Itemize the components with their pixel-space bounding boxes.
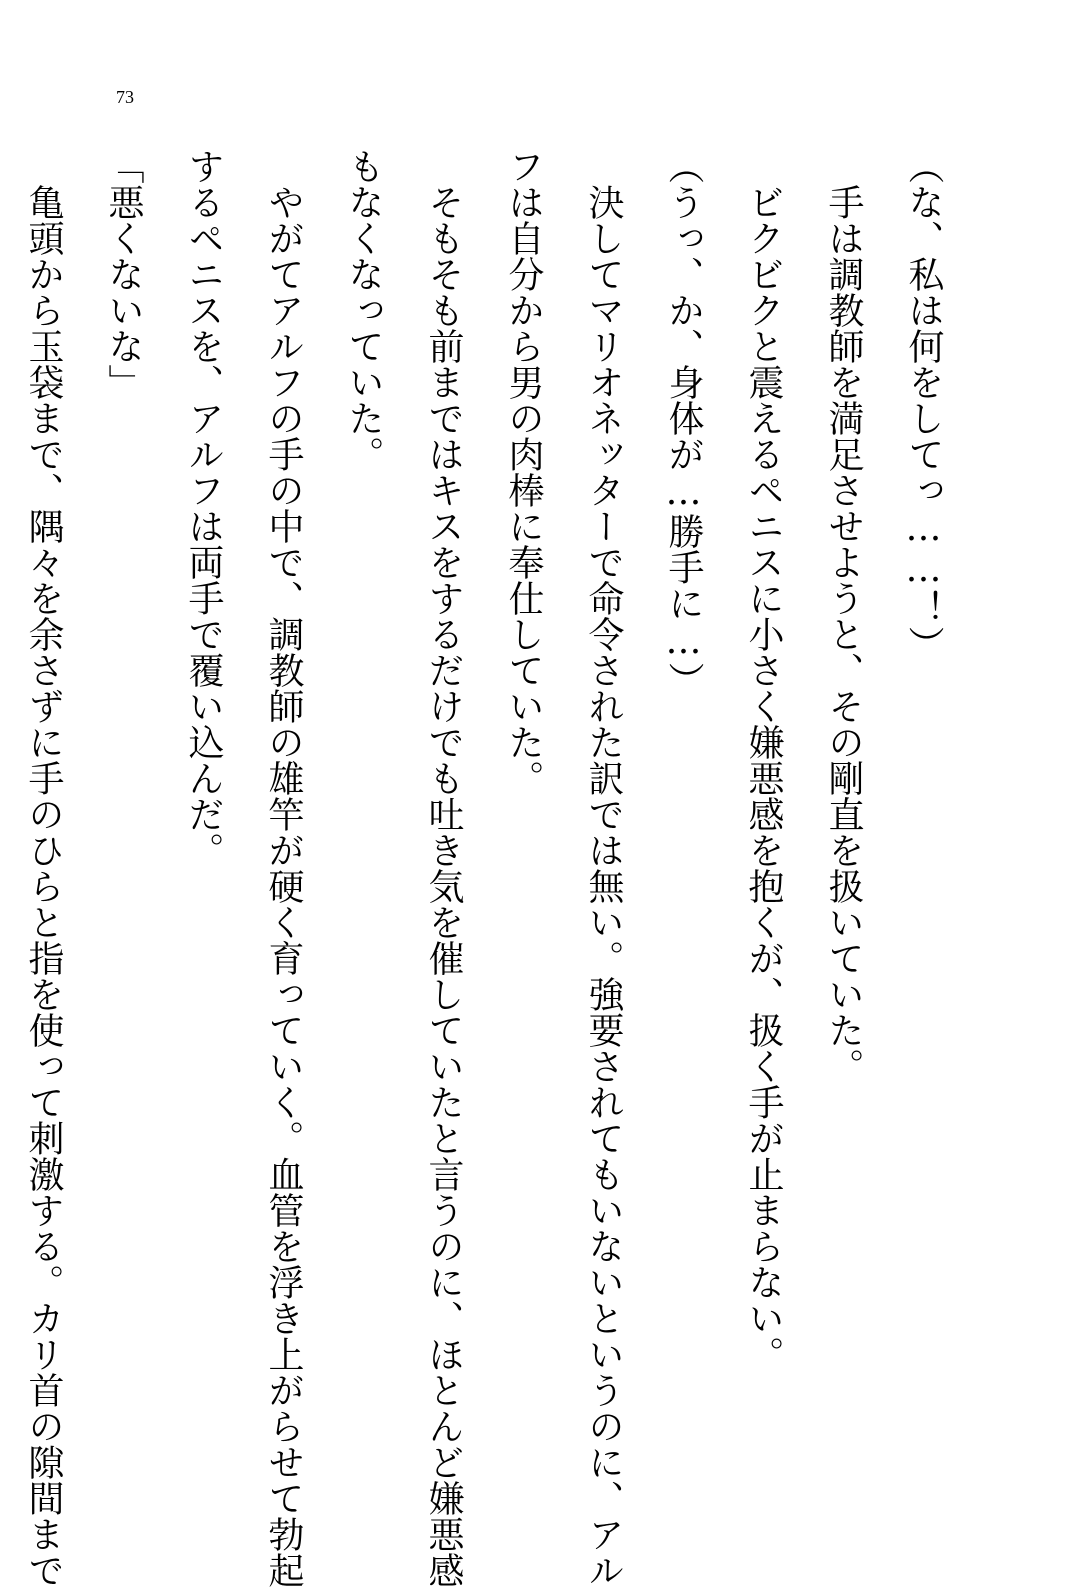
text-line: （うっ、か、身体が…勝手に…）	[663, 148, 704, 698]
text-line: 手は調教師を満足させようと、その剛直を扱いていた。	[823, 148, 864, 1084]
text-line: 決してマリオネッターで命令された訳では無い。強要されてもいないというのに、アル	[583, 148, 624, 1588]
text-line: そもそも前まではキスをするだけでも吐き気を催していたと言うのに、ほとんど嫌悪感	[423, 148, 464, 1588]
text-line: もなくなっていた。	[343, 148, 384, 472]
text-line: するペニスを、アルフは両手で覆い込んだ。	[183, 148, 224, 868]
page-number: 73	[116, 87, 134, 107]
text-line: ビクビクと震えるペニスに小さく嫌悪感を抱くが、扱く手が止まらない。	[743, 148, 784, 1372]
body-text	[23, 148, 963, 1588]
text-line: （な、私は何をしてっ……！）	[903, 148, 944, 662]
text-line: フは自分から男の肉棒に奉仕していた。	[503, 148, 544, 796]
text-line: 「悪くないな」	[103, 148, 144, 400]
text-line: 亀頭から玉袋まで、隅々を余さずに手のひらと指を使って刺激する。カリ首の隙間まで	[23, 148, 64, 1588]
text-line: やがてアルフの手の中で、調教師の雄竿が硬く育っていく。血管を浮き上がらせて勃起	[263, 148, 304, 1588]
